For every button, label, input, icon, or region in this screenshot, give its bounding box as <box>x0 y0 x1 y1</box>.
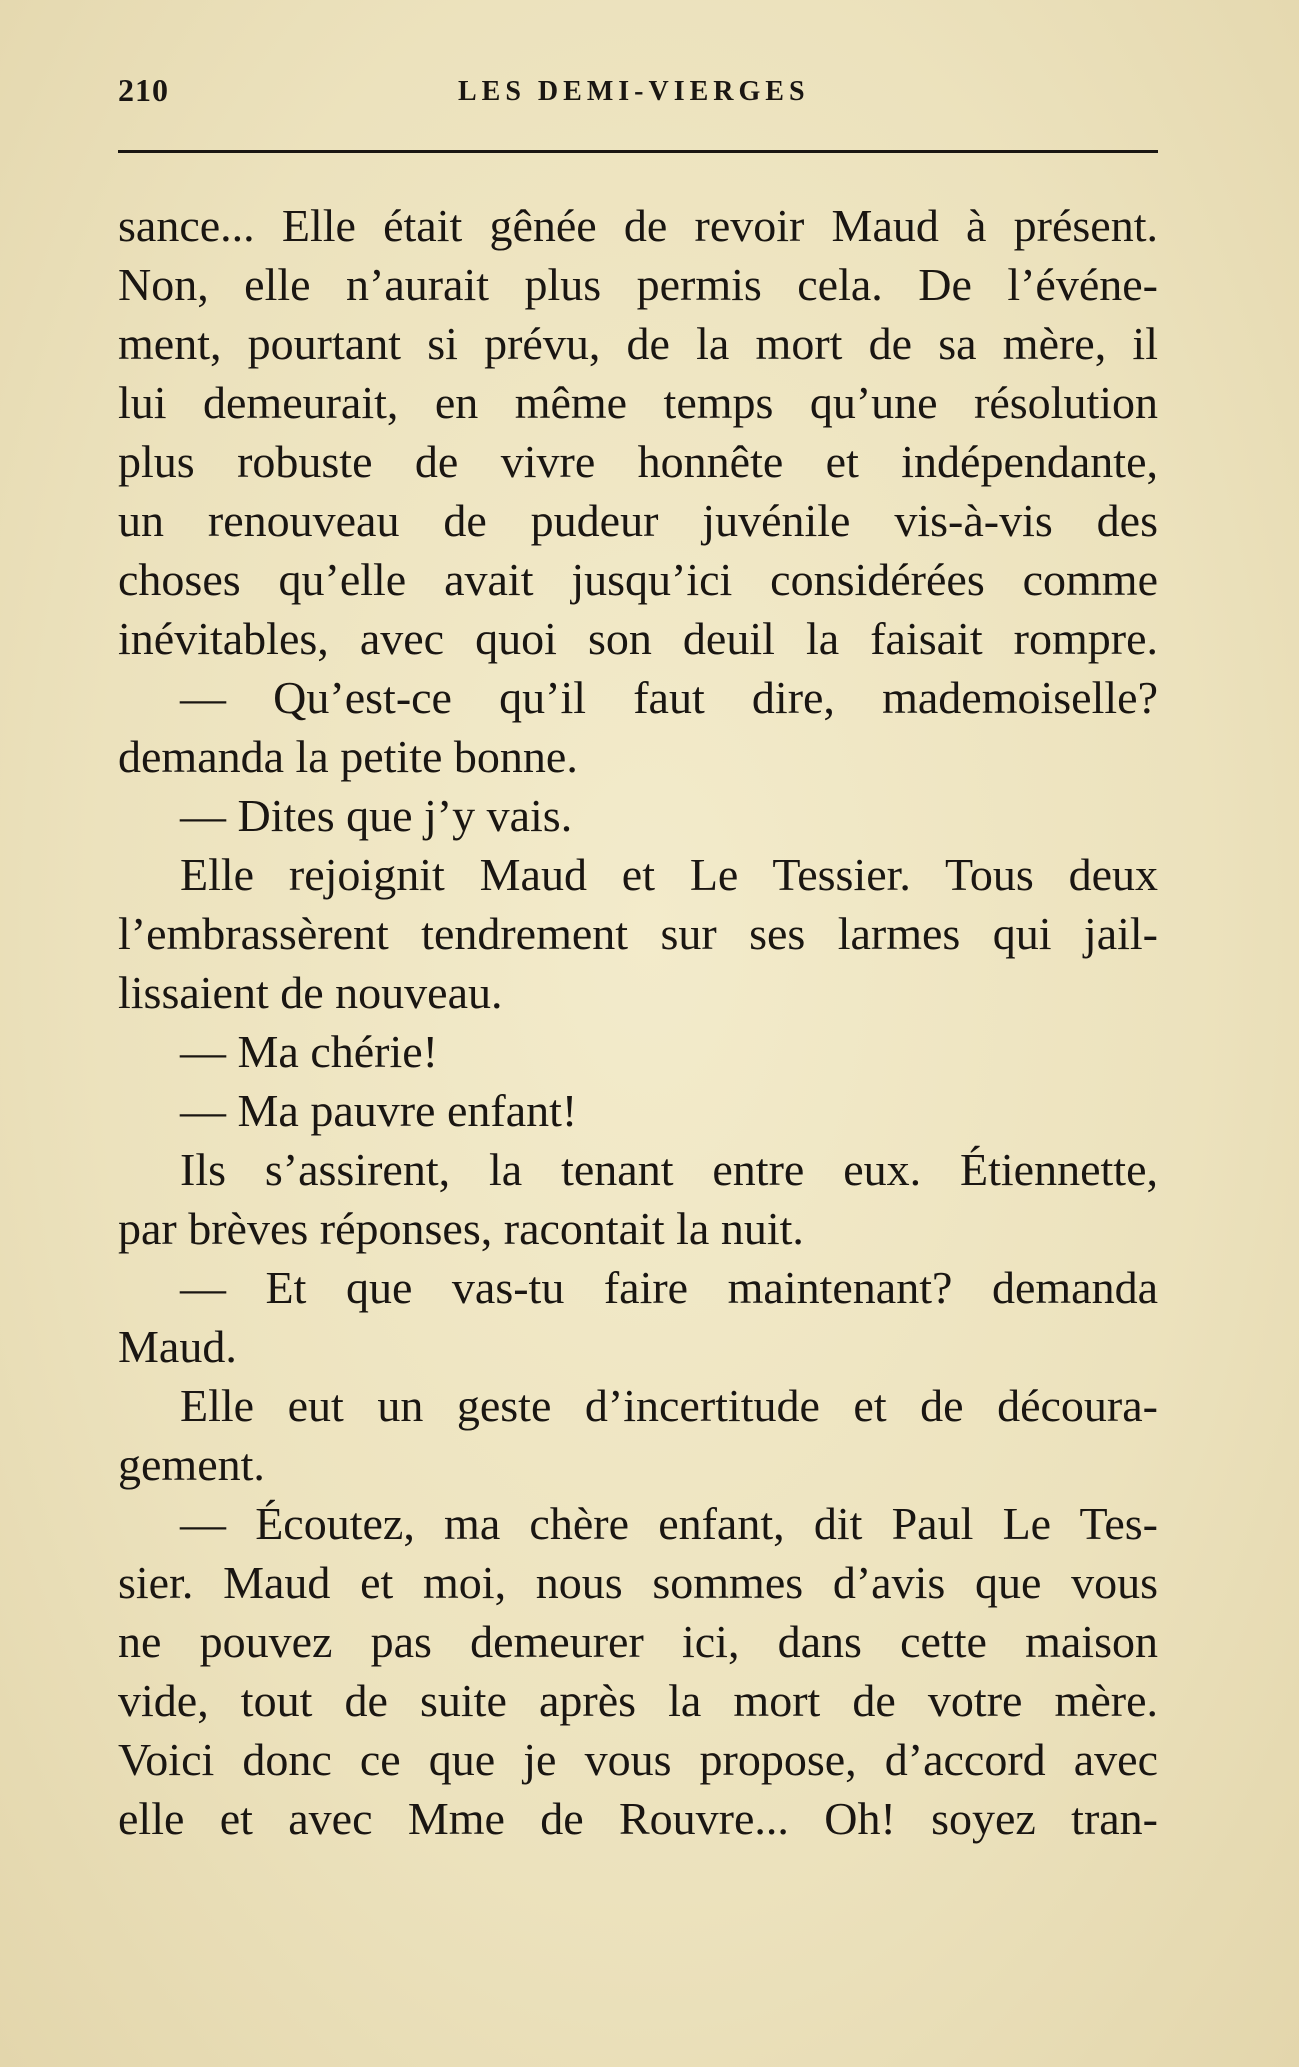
text-line: demanda la petite bonne. <box>118 731 578 782</box>
header-rule <box>118 150 1158 153</box>
text-line: ment, pourtant si prévu, de la mort de sa mère, il <box>118 318 1158 369</box>
text-line: sance... Elle était gênée de revoir Maud à présent. <box>118 200 1158 251</box>
text-line: — Qu’est-ce qu’il faut dire, mademoiselle? <box>180 672 1158 723</box>
text-line: lissaient de nouveau. <box>118 967 503 1018</box>
text-line: inévitables, avec quoi son deuil la faisait rompre. <box>118 613 1158 664</box>
text-line: — Et que vas-tu faire maintenant? demanda <box>180 1262 1158 1313</box>
text-line: lui demeurait, en même temps qu’une résolution <box>118 377 1158 428</box>
text-line: — Écoutez, ma chère enfant, dit Paul Le Tes- <box>180 1498 1158 1549</box>
text-line: Non, elle n’aurait plus permis cela. De l’événe- <box>118 259 1158 310</box>
text-line: Maud. <box>118 1321 237 1372</box>
text-line: choses qu’elle avait jusqu’ici considérées comme <box>118 554 1158 605</box>
text-line: — Ma pauvre enfant! <box>180 1085 578 1136</box>
text-line: elle et avec Mme de Rouvre... Oh! soyez tran- <box>118 1793 1158 1844</box>
text-line: Voici donc ce que je vous propose, d’accord avec <box>118 1734 1158 1785</box>
text-line: Ils s’assirent, la tenant entre eux. Étiennette, <box>180 1144 1158 1195</box>
text-line: l’embrassèrent tendrement sur ses larmes qui jail- <box>118 908 1158 959</box>
text-line: vide, tout de suite après la mort de votre mère. <box>118 1675 1158 1726</box>
text-line: — Ma chérie! <box>180 1026 438 1077</box>
text-line: — Dites que j’y vais. <box>180 790 573 841</box>
text-line: Elle rejoignit Maud et Le Tessier. Tous deux <box>180 849 1158 900</box>
text-line: ne pouvez pas demeurer ici, dans cette maison <box>118 1616 1158 1667</box>
text-line: Elle eut un geste d’incertitude et de découra- <box>180 1380 1158 1431</box>
text-line: gement. <box>118 1439 265 1490</box>
text-line: plus robuste de vivre honnête et indépendante, <box>118 436 1158 487</box>
text-line: sier. Maud et moi, nous sommes d’avis que vous <box>118 1557 1158 1608</box>
running-title: LES DEMI-VIERGES <box>458 76 810 107</box>
text-line: par brèves réponses, racontait la nuit. <box>118 1203 804 1254</box>
page-header <box>118 72 1158 122</box>
text-line: un renouveau de pudeur juvénile vis-à-vis des <box>118 495 1158 546</box>
page-number: 210 <box>118 72 169 108</box>
body-text <box>118 196 1158 1848</box>
